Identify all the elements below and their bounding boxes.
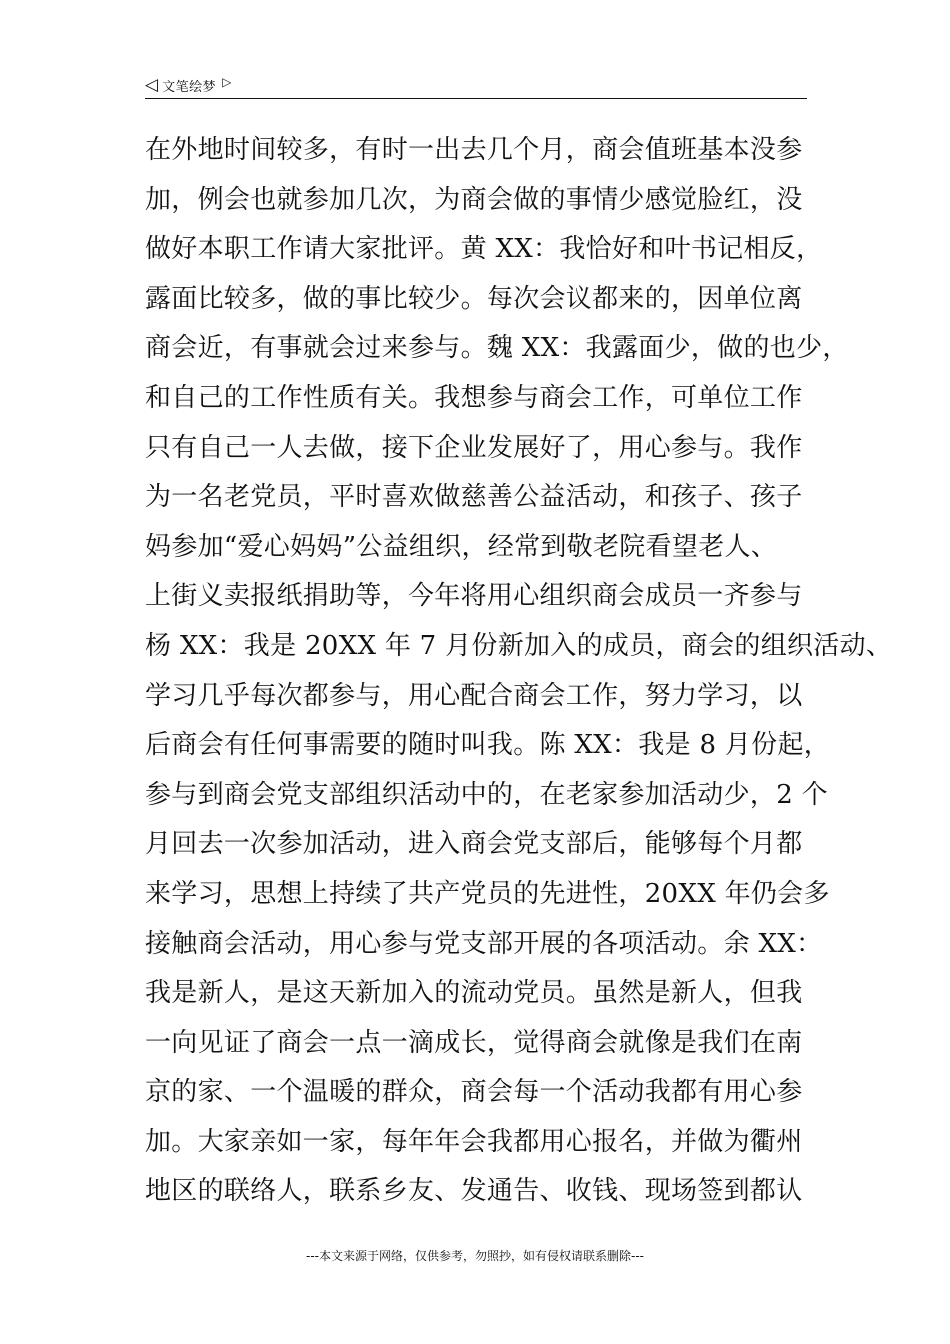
text-line: 一向见证了商会一点一滴成长，觉得商会就像是我们在南 (145, 1027, 803, 1058)
text-line: 参与到商会党支部组织活动中的，在老家参加活动少，2 个 (145, 779, 828, 810)
text-line: 杨 XX：我是 20XX 年 7 月份新加入的成员，商会的组织活动、 (145, 630, 893, 661)
header-divider (145, 98, 807, 99)
text-line: 地区的联络人，联系乡友、发通告、收钱、现场签到都认 (145, 1176, 803, 1207)
text-line: 上街义卖报纸捐助等，今年将用心组织商会成员一齐参与 (145, 581, 803, 612)
left-triangle-icon: ◁ (145, 74, 159, 95)
text-line: 加，例会也就参加几次，为商会做的事情少感觉脸红，没 (145, 184, 803, 215)
text-line: 只有自己一人去做，接下企业发展好了，用心参与。我作 (145, 432, 803, 463)
text-line: 商会近，有事就会过来参与。魏 XX：我露面少，做的也少， (145, 333, 849, 364)
text-line: 月回去一次参加活动，进入商会党支部后，能够每个月都 (145, 829, 803, 860)
header-brand: 文笔绘梦 (162, 79, 217, 95)
text-line: 为一名老党员，平时喜欢做慈善公益活动，和孩子、孩子 (145, 482, 803, 513)
text-line: 来学习，思想上持续了共产党员的先进性，20XX 年仍会多 (145, 878, 830, 909)
text-line: 妈参加“爱心妈妈”公益组织，经常到敬老院看望老人、 (145, 531, 778, 562)
right-triangle-icon: ▷ (222, 75, 232, 89)
text-line: 在外地时间较多，有时一出去几个月，商会值班基本没参 (145, 135, 803, 165)
text-line: 后商会有任何事需要的随时叫我。陈 XX：我是 8 月份起， (145, 730, 831, 761)
text-line: 和自己的工作性质有关。我想参与商会工作，可单位工作 (145, 382, 803, 413)
document-body (145, 126, 893, 1217)
text-line: 做好本职工作请大家批评。黄 XX：我恰好和叶书记相反， (145, 234, 823, 265)
text-line: 京的家、一个温暖的群众，商会每一个活动我都有用心参 (145, 1077, 803, 1108)
text-line: 我是新人，是这天新加入的流动党员。虽然是新人，但我 (145, 978, 803, 1009)
text-line: 学习几乎每次都参与，用心配合商会工作，努力学习，以 (145, 680, 803, 711)
footer-disclaimer: ---本文来源于网络，仅供参考，勿照抄，如有侵权请联系删除--- (306, 1249, 644, 1263)
text-line: 露面比较多，做的事比较少。每次会议都来的，因单位离 (145, 283, 803, 314)
text-line: 加。大家亲如一家，每年年会我都用心报名，并做为衢州 (145, 1126, 803, 1157)
page-header (145, 72, 807, 98)
text-line: 接触商会活动，用心参与党支部开展的各项活动。余 XX： (145, 928, 823, 959)
